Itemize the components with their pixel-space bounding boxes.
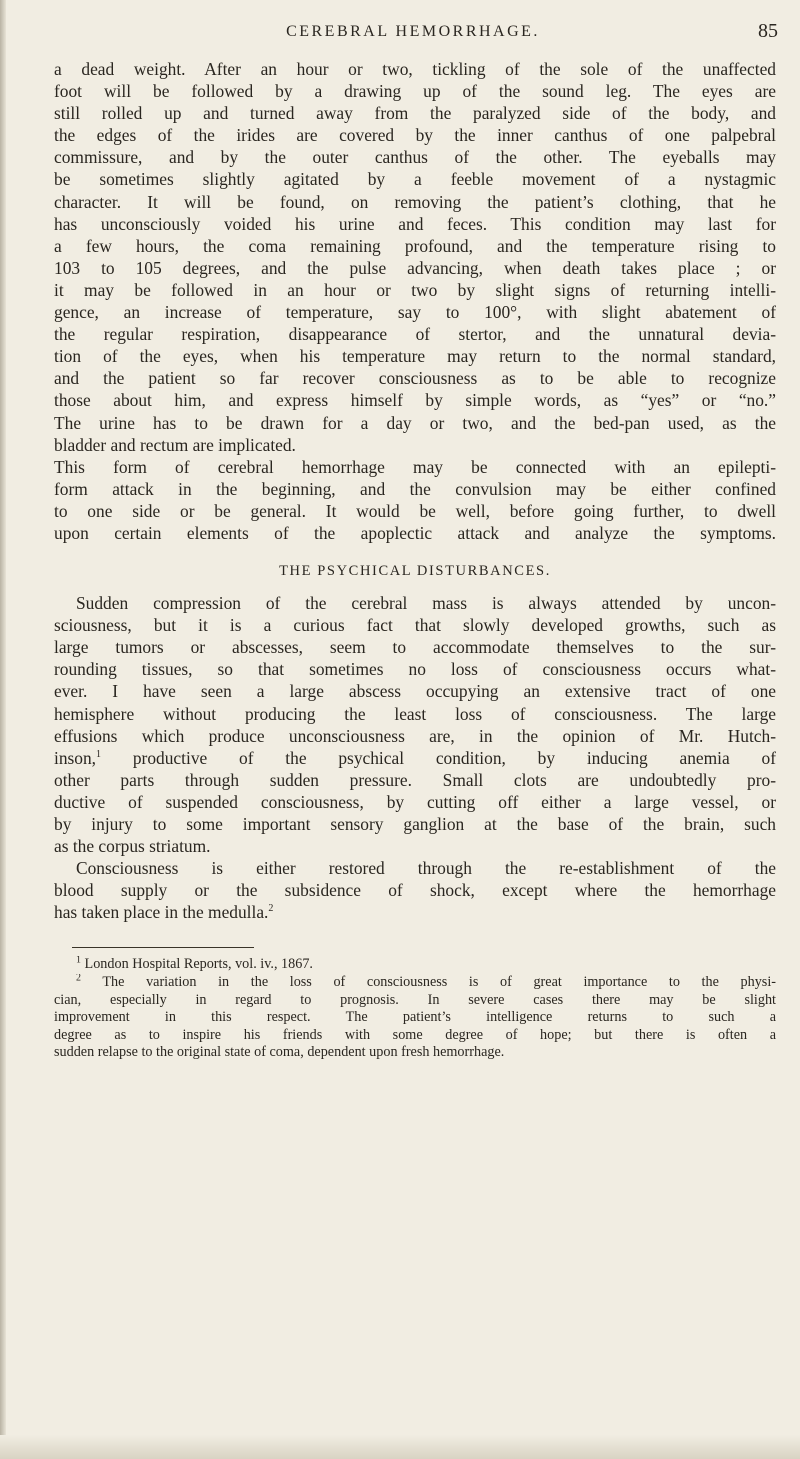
text-fragment: productive of the psychical condition, by inducing anemia of xyxy=(132,747,776,768)
text-line: a few hours, the coma remaining profound, and the temperature rising to xyxy=(54,235,776,256)
text-line: other parts through sudden pressure. Small clots are undoubtedly pro- xyxy=(54,769,776,790)
text-line: character. It will be found, on removing the patient’s clothing, that he xyxy=(54,191,776,212)
text-fragment: inson, xyxy=(54,747,97,768)
footnote-ref: 1 xyxy=(96,748,102,760)
text-line xyxy=(54,747,776,769)
text-fragment: has taken place in the medulla. xyxy=(54,902,269,923)
running-title: CEREBRAL HEMORRHAGE. xyxy=(286,23,540,40)
footnote-mark: 1 xyxy=(76,956,81,966)
text-line: those about him, and express himself by simple words, as “yes” or “no.” xyxy=(54,390,776,411)
page-bottom-shadow xyxy=(0,1435,800,1459)
paragraph xyxy=(54,58,776,456)
footnote-line: degree as to inspire his friends with some degree of hope; but there is often a xyxy=(54,1026,776,1043)
text-line: and the patient so far recover consciousness as to be able to recognize xyxy=(54,368,776,389)
footnotes xyxy=(54,956,776,1062)
body-text xyxy=(54,58,776,1062)
text-line: commissure, and by the outer canthus of the other. The eyeballs may xyxy=(54,147,776,168)
text-line: to one side or be general. It would be well, before going further, to dwell xyxy=(54,500,776,521)
text-line: be sometimes slightly agitated by a feeble movement of a nystagmic xyxy=(54,169,776,190)
text-line: effusions which produce unconsciousness are, in the opinion of Mr. Hutch- xyxy=(54,725,776,746)
text-line: bladder and rectum are implicated. xyxy=(54,434,296,455)
paragraph xyxy=(54,456,776,544)
footnote-text: The variation in the loss of consciousness is of great importance to the physi- xyxy=(102,974,776,991)
footnote-divider xyxy=(72,947,254,948)
text-line: 103 to 105 degrees, and the pulse advancing, when death takes place ; or xyxy=(54,257,776,278)
text-line: foot will be followed by a drawing up of the sound leg. The eyes are xyxy=(54,81,776,102)
footnote-line: sudden relapse to the original state of coma, dependent upon fresh hemorrhage. xyxy=(54,1044,505,1061)
section-heading: THE PSYCHICAL DISTURBANCES. xyxy=(279,563,551,580)
text-line: blood supply or the subsidence of shock, except where the hemorrhage xyxy=(54,880,776,901)
footnote-mark: 2 xyxy=(76,974,81,984)
text-line xyxy=(54,901,776,923)
text-line: by injury to some important sensory ganglion at the base of the brain, such xyxy=(54,814,776,834)
text-line: hemisphere without producing the least loss of consciousness. The large xyxy=(54,703,776,724)
text-line: the regular respiration, disappearance of stertor, and the unnatural devia- xyxy=(54,324,776,345)
text-line: sciousness, but it is a curious fact that slowly developed growths, such as xyxy=(54,615,776,636)
text-line: ever. I have seen a large abscess occupying an extensive tract of one xyxy=(54,681,776,702)
page-binding-edge xyxy=(0,0,6,1459)
text-line: it may be followed in an hour or two by slight signs of returning intelli- xyxy=(54,279,776,300)
text-line: The urine has to be drawn for a day or two, and the bed-pan used, as the xyxy=(54,412,776,433)
text-line: form attack in the beginning, and the convulsion may be either confined xyxy=(54,478,776,499)
footnote-line: improvement in this respect. The patient’s intelligence returns to such a xyxy=(54,1009,776,1026)
text-line: rounding tissues, so that sometimes no loss of consciousness occurs what- xyxy=(54,659,776,680)
text-line: upon certain elements of the apoplectic attack and analyze the symptoms. xyxy=(54,522,776,543)
text-line: Sudden compression of the cerebral mass is always attended by uncon- xyxy=(76,593,776,614)
text-line: the edges of the irides are covered by the inner canthus of one palpebral xyxy=(54,125,776,146)
footnote-line xyxy=(54,956,776,974)
paragraph xyxy=(54,592,776,857)
text-line: as the corpus striatum. xyxy=(54,836,211,857)
text-line: tion of the eyes, when his temperature may return to the normal standard, xyxy=(54,346,776,367)
paragraph xyxy=(54,857,776,923)
page-header xyxy=(48,22,778,46)
text-line: still rolled up and turned away from the paralyzed side of the body, and xyxy=(54,103,776,124)
footnote-line: cian, especially in regard to prognosis. In severe cases there may be slight xyxy=(54,991,776,1008)
text-line: large tumors or abscesses, seem to accommodate themselves to the sur- xyxy=(54,637,776,658)
text-line: This form of cerebral hemorrhage may be connected with an epilepti- xyxy=(54,456,776,477)
footnote-ref: 2 xyxy=(268,903,274,915)
text-line: gence, an increase of temperature, say to 100°, with slight abatement of xyxy=(54,302,776,323)
footnote-line xyxy=(54,974,776,992)
text-line: a dead weight. After an hour or two, tickling of the sole of the unaffected xyxy=(54,59,776,79)
footnote-text: London Hospital Reports, vol. iv., 1867. xyxy=(84,956,313,973)
text-line: Consciousness is either restored through the re-establishment of the xyxy=(76,858,776,879)
page-number: 85 xyxy=(758,20,778,42)
text-line: has unconsciously voided his urine and feces. This condition may last for xyxy=(54,213,776,234)
text-line: ductive of suspended consciousness, by cutting off either a large vessel, or xyxy=(54,791,776,812)
